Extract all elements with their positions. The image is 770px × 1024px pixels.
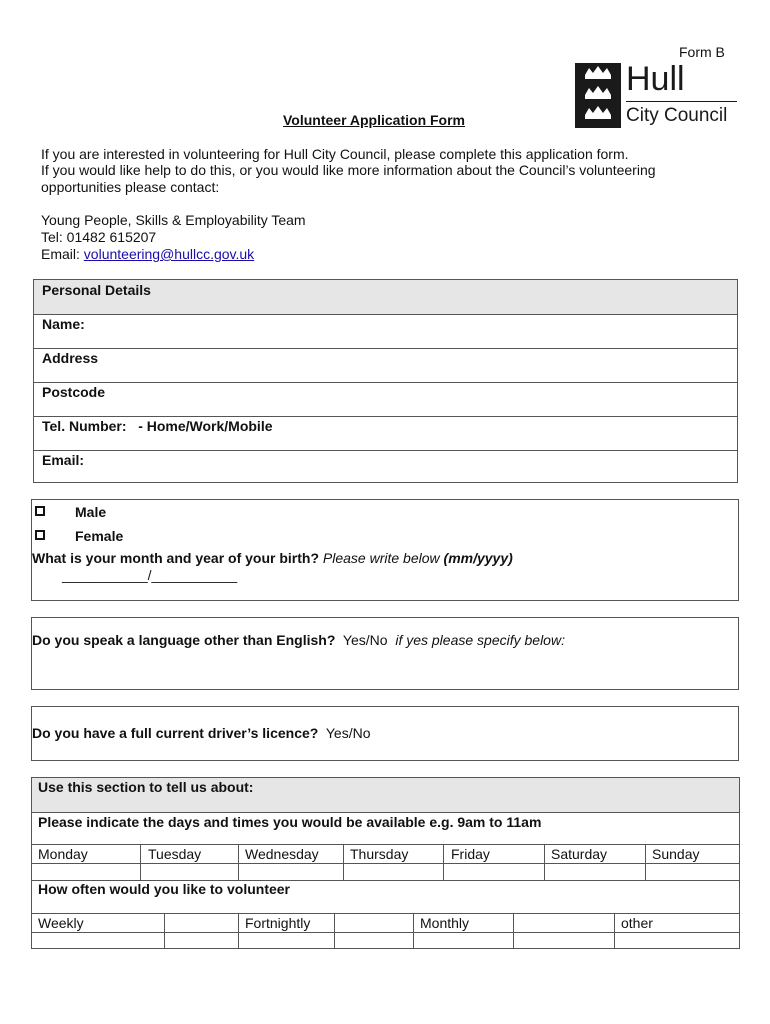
licence-answer[interactable]: Yes/No [325,725,371,741]
personal-details-heading: Personal Details [42,282,151,298]
logo-divider [626,101,737,102]
address-label: Address [42,350,99,366]
logo-subtitle: City Council [626,105,728,126]
availability-heading: Use this section to tell us about: [38,779,254,795]
logo-title: Hull [626,60,685,98]
name-label: Name: [42,316,85,332]
female-checkbox[interactable] [35,530,45,540]
contact-email [41,246,254,263]
day-tuesday: Tuesday [148,846,202,862]
language-question-text: Do you speak a language other than English? [32,632,336,648]
tel-number-label: Tel. Number: - Home/Work/Mobile [42,418,273,434]
birth-question-text: What is your month and year of your birth? [32,550,320,566]
email-link[interactable]: volunteering@hullcc.gov.uk [83,246,255,262]
birth-hint: Please write below [322,550,440,566]
intro-line-1: If you are interested in volunteering for Hull City Council, please complete this application form. [41,146,629,162]
intro-line-3: opportunities please contact: [41,179,220,195]
licence-question-text: Do you have a full current driver’s licence? [32,725,319,741]
birth-format: (mm/yyyy) [443,550,513,566]
birth-date-field[interactable]: ___________/___________ [62,567,238,583]
language-section [31,617,739,690]
council-crest-logo [575,63,621,128]
freq-fortnightly: Fortnightly [245,915,311,931]
female-label: Female [75,528,124,544]
days-prompt: Please indicate the days and times you would be available e.g. 9am to 11am [38,814,542,830]
days-grid [32,844,739,880]
male-label: Male [75,504,107,520]
language-answer[interactable]: Yes/No [342,632,388,648]
birth-question [32,550,513,567]
day-wednesday: Wednesday [245,846,319,862]
contact-tel: Tel: 01482 615207 [41,229,157,245]
email-field-label: Email: [42,452,85,468]
postcode-label: Postcode [42,384,106,400]
form-label: Form B [679,44,725,60]
intro-line-2: If you would like help to do this, or you would like more information about the Council’s volunteering [41,162,656,178]
frequency-grid [32,913,739,949]
day-thursday: Thursday [350,846,409,862]
freq-monthly: Monthly [420,915,470,931]
day-sunday: Sunday [652,846,700,862]
freq-weekly: Weekly [38,915,84,931]
day-saturday: Saturday [551,846,608,862]
day-friday: Friday [451,846,490,862]
personal-details-table [33,279,738,483]
licence-question [32,725,370,742]
language-question [32,632,565,649]
availability-table [31,777,740,949]
contact-team: Young People, Skills & Employability Team [41,212,306,228]
freq-other: other [621,915,653,931]
language-hint: if yes please specify below: [395,632,565,648]
page-title: Volunteer Application Form [283,112,466,128]
frequency-prompt: How often would you like to volunteer [38,881,291,897]
contact-email-label: Email: [41,246,84,262]
day-monday: Monday [38,846,88,862]
male-checkbox[interactable] [35,506,45,516]
